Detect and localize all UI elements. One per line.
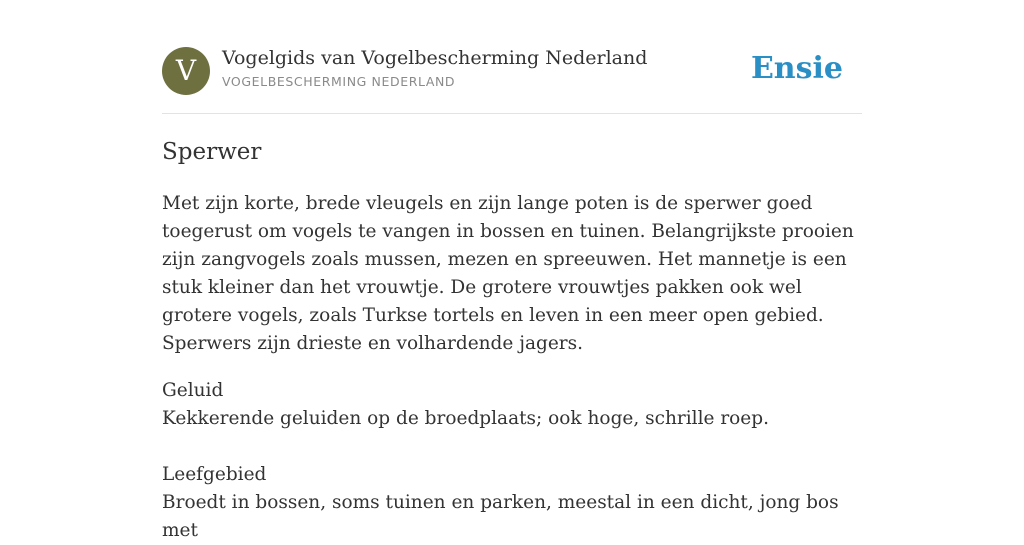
header-divider xyxy=(162,113,862,114)
article-title: Sperwer xyxy=(162,139,262,165)
section-leefgebied xyxy=(162,461,862,545)
section-geluid xyxy=(162,377,862,433)
source-title[interactable]: Vogelgids van Vogelbescherming Nederland xyxy=(222,47,648,69)
section-text: Broedt in bossen, soms tuinen en parken, meestal in een dicht, jong bos met xyxy=(162,492,839,541)
section-text: Kekkerende geluiden op de broedplaats; ook hoge, schrille roep. xyxy=(162,408,769,429)
ensie-logo-link[interactable]: Ensie xyxy=(750,51,843,86)
section-heading: Geluid xyxy=(162,380,224,401)
article xyxy=(162,136,862,545)
source-organization[interactable]: VOGELBESCHERMING NEDERLAND xyxy=(222,74,456,89)
source-avatar[interactable]: V xyxy=(162,47,210,95)
source-header xyxy=(162,46,862,96)
section-heading: Leefgebied xyxy=(162,464,267,485)
article-intro: Met zijn korte, brede vleugels en zijn lange poten is de sperwer goed toegerust om vogels te vangen in bossen en tuinen. Belangrijkste prooien zijn zangvogels zoals mussen, mezen en spreeuwen. Het mannetje is een stuk kleiner dan het vrouwtje. De grotere vrouwtjes pakken ook wel grotere vogels, zoals Turkse tortels en leven in een meer open gebied. Sperwers zijn drieste en volhardende jagers. xyxy=(162,193,854,354)
